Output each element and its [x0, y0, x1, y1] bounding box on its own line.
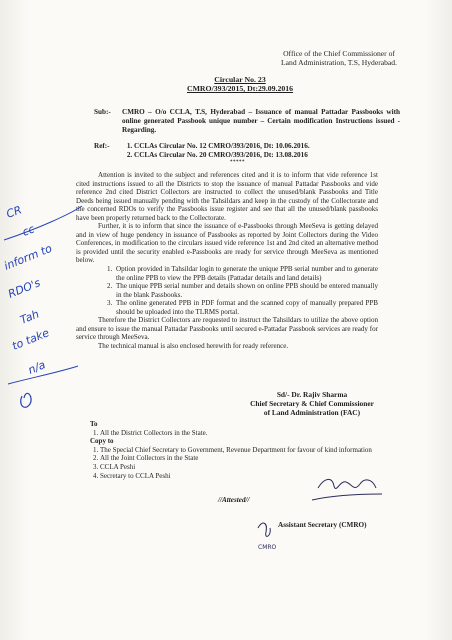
signature-block: [222, 390, 402, 417]
copy-label: Copy to: [90, 437, 114, 446]
copy-item-4: 4. Secretary to CCLA Peshi: [100, 472, 390, 481]
margin-note-4: RDO's: [6, 276, 43, 301]
signatory-title-1: Chief Secretary & Chief Commissioner: [250, 399, 374, 408]
attested-mark: //Attested//: [218, 496, 250, 504]
circular-heading: [140, 75, 340, 94]
to-label: To: [90, 420, 98, 428]
steps-list: [76, 265, 378, 316]
separator: *****: [230, 160, 245, 165]
office-line-1: Office of the Chief Commissioner of: [283, 49, 395, 58]
step-item-1: 1. Option provided in Tahsildar login to generate the unique PPB serial number and to generate the online PPB to view the PPB details (Pattadar details and land details): [114, 265, 378, 282]
letter-body: [76, 171, 378, 350]
signature-underline: [312, 494, 382, 500]
copy-item-1: 1. The Special Chief Secretary to Government, Revenue Department for favour of kind information: [100, 446, 390, 455]
assistant-secretary: Assistant Secretary (CMRO): [278, 521, 367, 529]
copy-item-3: 3. CCLA Peshi: [100, 463, 390, 472]
pen-mark: [21, 393, 31, 407]
margin-note-5: Tah: [18, 307, 42, 327]
signatory-name: Sd/- Dr. Rajiv Sharma: [276, 390, 348, 399]
to-item-1: 1. All the District Collectors in the State.: [100, 429, 390, 438]
subject-block: [94, 108, 400, 135]
reference-item-2: 2. CCLAs Circular No. 20 CMRO/393/2016, Dt: 13.08.2016: [134, 151, 310, 160]
assistant-signature: [318, 479, 376, 488]
circular-reference: CMRO/393/2015, Dt:29.09.2016: [186, 84, 294, 94]
office-line-2: Land Administration, T.S, Hyderabad.: [281, 58, 397, 68]
margin-note-6: to take: [10, 326, 52, 353]
margin-note-7: n/a: [26, 358, 48, 377]
margin-note-1: CR: [4, 203, 24, 221]
margin-note-3: inform to: [2, 241, 54, 273]
references-block: [94, 142, 400, 160]
margin-note-2: cc: [20, 222, 37, 239]
pen-stroke-2: [8, 366, 78, 384]
step-item-2: 2. The unique PPB serial number and details shown on online PPB should be entered manually in the blank Passbooks.: [114, 282, 378, 299]
circular-number: Circular No. 23: [214, 75, 266, 84]
subject-label: Sub:-: [94, 108, 111, 116]
distribution-block: [90, 420, 390, 480]
initial-signature: [258, 523, 270, 536]
copy-item-2: 2. All the Joint Collectors in the State: [100, 454, 390, 463]
subject-text: CMRO – O/o CCLA, T.S, Hyderabad – Issuance of manual Pattadar Passbooks with online generated Passbook unique number – Certain modification Instructions issued - Regarding.: [122, 108, 400, 134]
body-paragraph-4: The technical manual is also enclosed herewith for ready reference.: [98, 341, 289, 350]
initial-note: CMRO: [258, 544, 277, 551]
reference-item-1: 1. CCLAs Circular No. 12 CMRO/393/2016, Dt: 10.06.2016.: [134, 142, 310, 151]
references-label: Ref:-: [94, 142, 110, 150]
body-paragraph-3: Therefore the District Collectors are requested to instruct the Tahsildars to utilize the above option and ensure to issue the manual Pattadar Passbooks until secured e-Pattadar Passbook services are ready for service through MeeSeva.: [76, 316, 378, 342]
body-paragraph-2: Further, it is to inform that since the issuance of e-Passbooks through MeeSeva is getting delayed and in view of huge pendency in issuance of Passbooks as reported by Joint Collectors during the Video Conferences, in modification to the circulars issued vide reference 1st and 2nd cited an alternative method is provided until the security enabled e-Passbooks are ready for service through MeeSeva as mentioned below.: [76, 222, 378, 265]
signatory-title-2: of Land Administration (FAC): [263, 408, 361, 417]
office-header: [244, 49, 434, 68]
step-item-3: 3. The online generated PPB in PDF format and the scanned copy of manually prepared PPB should be uploaded into the TLRMS portal.: [114, 299, 378, 316]
pen-stroke: [4, 206, 82, 240]
body-paragraph-1: Attention is invited to the subject and references cited and it is to inform that vide reference 1st cited instructions issued to all the Districts to stop the issuance of manual Pattadar Passbooks and vide reference 2nd cited District Collectors are instructed to collect the unused/blank Passbooks and Title Deeds being issued manually pending with the Tahsildars and keep in the custody of the Collectorate and the concerned RDOs to verify the Passbooks issue register and see that all the unused/blank passbooks have been properly returned back to the Collectorate.: [76, 171, 378, 222]
